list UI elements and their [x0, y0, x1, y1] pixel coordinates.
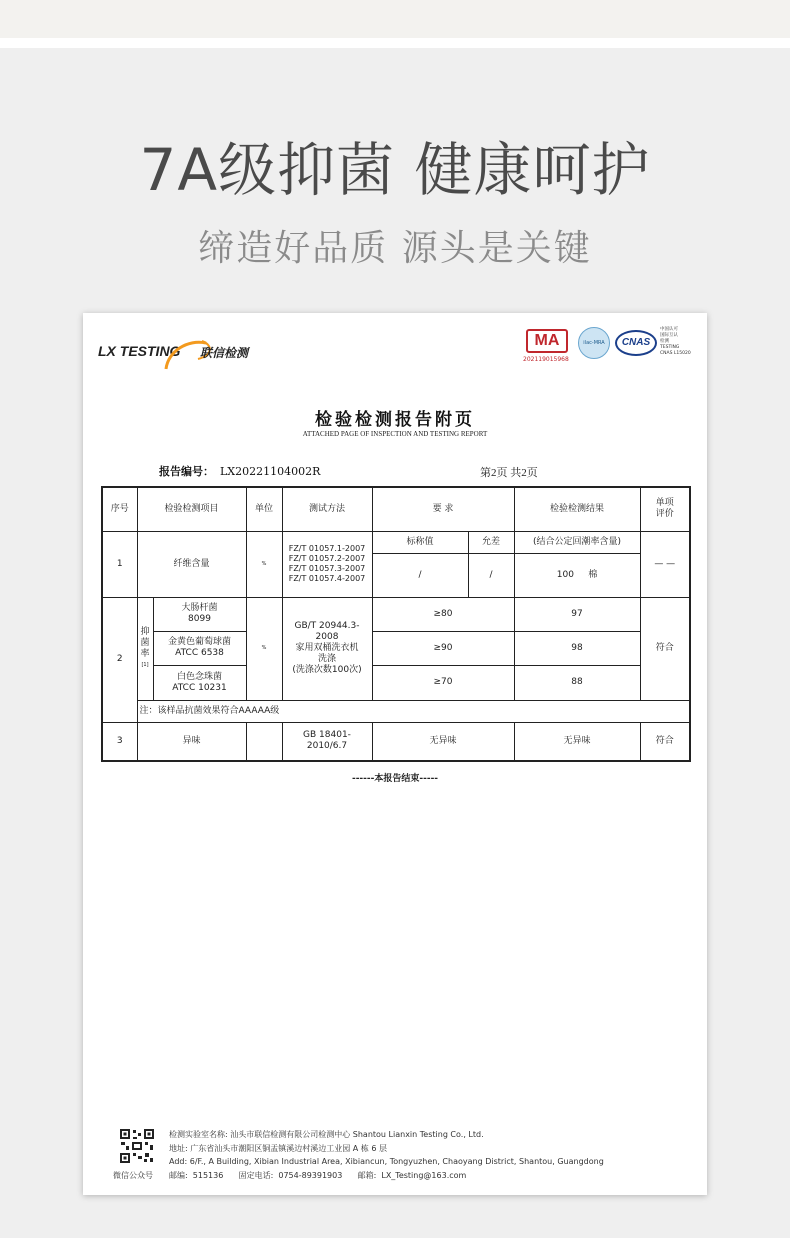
qr-code-icon: [119, 1128, 155, 1164]
header-method: 测试方法: [282, 487, 372, 531]
certification-marks: [523, 325, 693, 365]
lab-address-cn: 地址: 广东省汕头市潮阳区铜盂镇溪边村溪边工业园 A 栋 6 层: [169, 1143, 387, 1153]
row3-item: 异味: [137, 722, 246, 761]
row2-result-2: 98: [514, 631, 640, 665]
row3-unit: [246, 722, 282, 761]
page-info: 第2页 共2页: [480, 467, 538, 479]
row2-evaluation: 符合: [640, 597, 690, 700]
row1-item: 纤维含量: [137, 531, 246, 597]
logo-text: LX TESTING: [98, 343, 181, 359]
subheadline: 缔造好品质 源头是关键: [198, 228, 592, 269]
report-title: 检验检测报告附页: [315, 410, 475, 430]
header-evaluation: 单项 评价: [640, 487, 690, 531]
lx-testing-logo: [98, 333, 278, 373]
row2-req-2: ≥90: [372, 631, 514, 665]
top-band: [0, 0, 790, 38]
report-number-label: 报告编号：: [159, 465, 214, 478]
row1-seq: 1: [102, 531, 137, 597]
lab-info: [169, 1128, 604, 1182]
table-row: [102, 700, 690, 722]
row1-tol-label: 允差: [468, 531, 514, 553]
row2-req-3: ≥70: [372, 665, 514, 700]
test-report-page: [83, 313, 707, 1195]
ilac-mra-icon: ilac-MRA: [578, 327, 610, 359]
row1-unit: %: [246, 531, 282, 597]
cnas-note: 中国认可 国际互认 检测 TESTING CNAS L15020: [660, 327, 691, 356]
row3-requirement: 无异味: [372, 722, 514, 761]
row2-result-3: 88: [514, 665, 640, 700]
report-number-value: LX20221104002R: [220, 465, 321, 478]
lab-name-line: 检测实验室名称: 汕头市联信检测有限公司检测中心 Shantou Lianxin Testing Co., Ltd.: [169, 1130, 484, 1139]
row2-result-1: 97: [514, 597, 640, 631]
row2-bacteria-2: 金黄色葡萄球菌 ATCC 6538: [153, 631, 246, 665]
row1-tol-value: /: [468, 553, 514, 597]
cma-logo-icon: MA: [526, 329, 568, 353]
lab-address-en: Add: 6/F., A Building, Xibian Industrial Area, Xibiancun, Tongyuzhen, Chaoyang District, Shantou, Guangdong: [169, 1157, 604, 1166]
cma-number: 202119015968: [523, 356, 569, 363]
row2-method: GB/T 20944.3-2008 家用双桶洗衣机 洗涤 (洗涤次数100次): [282, 597, 372, 700]
header-seq: 序号: [102, 487, 137, 531]
row1-std-label: 标称值: [372, 531, 468, 553]
row2-group: [137, 597, 153, 700]
row3-evaluation: 符合: [640, 722, 690, 761]
table-row: [102, 631, 690, 665]
report-footer: [113, 1128, 693, 1188]
lab-contact-line: 邮编: 515136 固定电话: 0754-89391903 邮箱: LX_Testing@163.com: [169, 1170, 467, 1180]
table-row: [102, 722, 690, 761]
header-item: 检验检测项目: [137, 487, 246, 531]
row2-bacteria-1: 大肠杆菌 8099: [153, 597, 246, 631]
results-table: [101, 486, 691, 762]
row2-note: 注：该样品抗菌效果符合AAAAA级: [137, 700, 690, 722]
row2-req-1: ≥80: [372, 597, 514, 631]
row2-group-ref: [1]: [141, 661, 149, 668]
header-requirement: 要 求: [372, 487, 514, 531]
report-subtitle: ATTACHED PAGE OF INSPECTION AND TESTING REPORT: [302, 430, 488, 438]
row1-result-value: 100 棉: [514, 553, 640, 597]
table-header-row: [102, 487, 690, 531]
row3-seq: 3: [102, 722, 137, 761]
qr-label: 微信公众号: [113, 1171, 153, 1180]
logo-chinese-text: 联信检测: [200, 346, 249, 360]
row1-std-value: /: [372, 553, 468, 597]
cma-mark: [523, 327, 575, 363]
headline: 7A级抑菌 健康呵护: [139, 136, 651, 204]
header-unit: 单位: [246, 487, 282, 531]
report-end-marker: ------本报告结束-----: [351, 774, 439, 784]
row3-result: 无异味: [514, 722, 640, 761]
row3-method: GB 18401-2010/6.7: [282, 722, 372, 761]
top-divider: [0, 38, 790, 48]
row2-group-label: 抑 菌 率: [140, 626, 150, 659]
row2-bacteria-3: 白色念珠菌 ATCC 10231: [153, 665, 246, 700]
row1-method: FZ/T 01057.1-2007 FZ/T 01057.2-2007 FZ/T 01057.3-2007 FZ/T 01057.4-2007: [282, 531, 372, 597]
header-result: 检验检测结果: [514, 487, 640, 531]
table-row: [102, 665, 690, 700]
report-number: [159, 463, 320, 479]
row2-seq: 2: [102, 597, 137, 722]
table-row: [102, 597, 690, 631]
cnas-icon: CNAS: [615, 330, 657, 356]
table-row: [102, 531, 690, 553]
row1-result-note: (结合公定回潮率含量): [514, 531, 640, 553]
row2-unit: %: [246, 597, 282, 700]
row1-evaluation: — —: [640, 531, 690, 597]
